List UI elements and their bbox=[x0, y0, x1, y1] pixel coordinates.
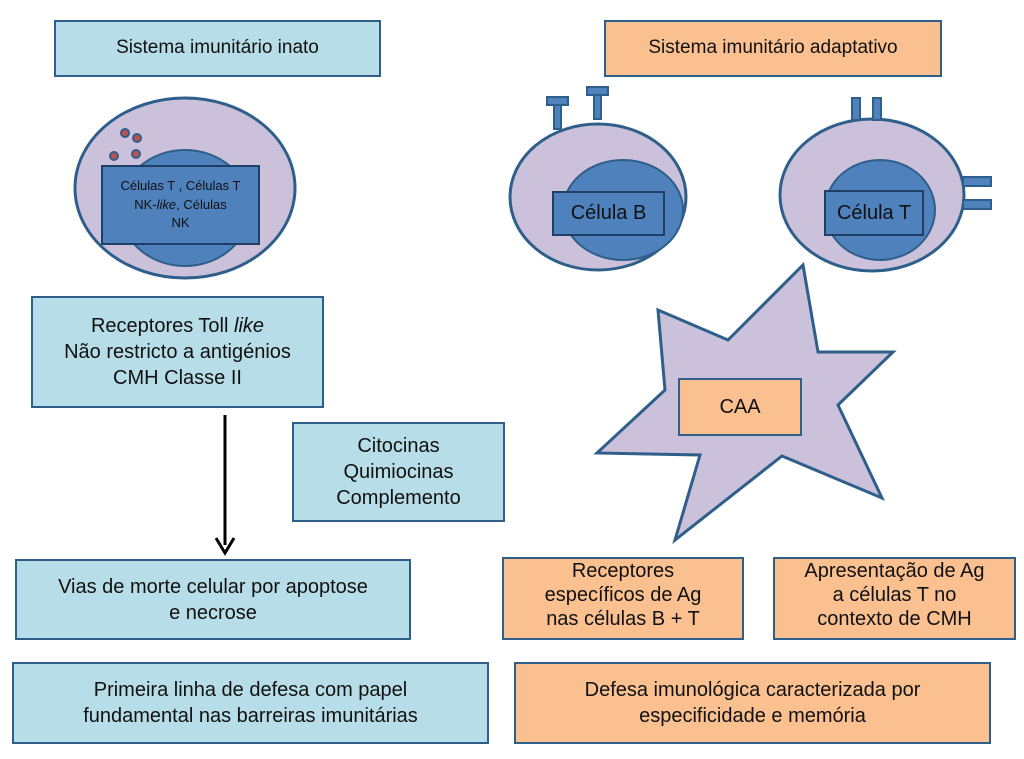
adaptive-receptors-line1: Receptores bbox=[571, 560, 675, 582]
death-pathways-line2: e necrose bbox=[169, 601, 257, 624]
granule bbox=[121, 129, 129, 137]
granule bbox=[133, 134, 141, 142]
innate-title bbox=[54, 20, 381, 77]
innate-cell-label-line1: Células T , Células T bbox=[120, 177, 241, 193]
mediators-box bbox=[292, 422, 505, 522]
innate-receptors-line2: Não restricto a antigénios bbox=[64, 341, 291, 363]
adaptive-summary-box bbox=[514, 662, 991, 744]
t-cell-label-text: Célula T bbox=[836, 201, 912, 224]
presentation-line1: Apresentação de Ag bbox=[804, 560, 985, 582]
receptor-head bbox=[547, 97, 568, 105]
granule bbox=[132, 150, 140, 158]
receptor bbox=[873, 98, 881, 120]
innate-receptors-line1: Receptores Toll like bbox=[90, 315, 265, 337]
receptor bbox=[963, 200, 991, 209]
adaptive-title bbox=[604, 20, 942, 77]
t-cell-label bbox=[824, 190, 924, 236]
presentation-line3: contexto de CMH bbox=[817, 608, 972, 630]
innate-cell-label-line3: NK bbox=[171, 215, 190, 231]
apc-label bbox=[678, 378, 802, 436]
mediator-item: Citocinas bbox=[357, 435, 440, 457]
receptor-stem bbox=[594, 95, 601, 119]
death-pathways-box bbox=[15, 559, 411, 640]
apc-label-text: CAA bbox=[719, 396, 761, 418]
granule bbox=[110, 152, 118, 160]
presentation-line2: a células T no bbox=[832, 584, 957, 606]
b-cell-label bbox=[552, 191, 665, 236]
adaptive-summary-line2: especificidade e memória bbox=[639, 705, 866, 727]
innate-summary-box bbox=[12, 662, 489, 744]
adaptive-receptors-line2: específicos de Ag bbox=[544, 584, 702, 606]
receptor-head bbox=[587, 87, 608, 95]
death-pathways-line1: Vias de morte celular por apoptose bbox=[58, 575, 368, 598]
innate-summary-line2: fundamental nas barreiras imunitárias bbox=[83, 705, 418, 727]
innate-cell-label-line2: NK-like, Células bbox=[134, 196, 227, 212]
mediator-item: Complemento bbox=[336, 487, 461, 509]
innate-title-text: Sistema imunitário inato bbox=[116, 37, 319, 59]
innate-receptors-box bbox=[31, 296, 324, 408]
mediator-item: Quimiocinas bbox=[343, 461, 454, 483]
innate-cell-label bbox=[101, 165, 260, 245]
adaptive-title-text: Sistema imunitário adaptativo bbox=[648, 37, 898, 59]
receptor bbox=[963, 177, 991, 186]
innate-summary-line1: Primeira linha de defesa com papel bbox=[93, 679, 408, 701]
adaptive-summary-line1: Defesa imunológica caracterizada por bbox=[584, 679, 921, 701]
adaptive-receptors-line3: nas células B + T bbox=[546, 608, 700, 630]
presentation-box bbox=[773, 557, 1016, 640]
b-cell-label-text: Célula B bbox=[570, 202, 647, 224]
innate-receptors-line3: CMH Classe II bbox=[113, 367, 242, 389]
receptor-stem bbox=[554, 105, 561, 129]
adaptive-receptors-box bbox=[502, 557, 744, 640]
receptor bbox=[852, 98, 860, 120]
